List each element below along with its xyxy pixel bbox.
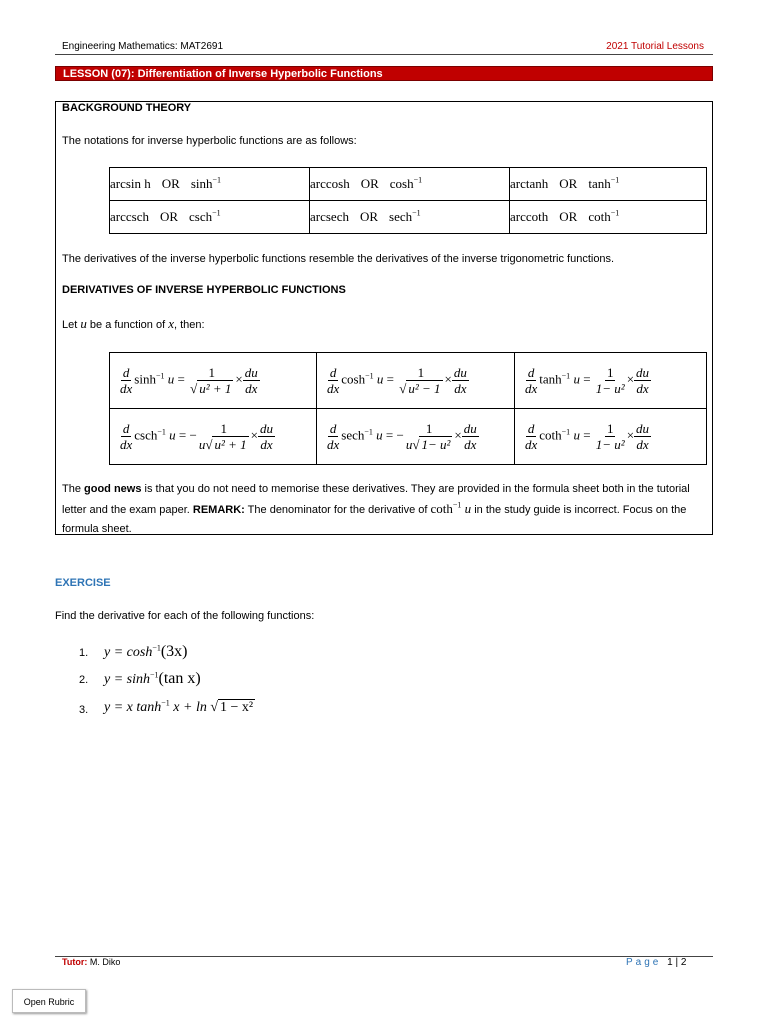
inverse-exponent: −1: [610, 175, 620, 185]
radicand: u² − 1: [408, 380, 441, 396]
reciprocal-fraction: $\frac{1}{\text{√ u² + 1}}$: [190, 364, 232, 396]
times-sign: ×: [444, 371, 452, 387]
exercise-heading: EXERCISE: [55, 577, 111, 589]
inverse-exponent: −1: [155, 371, 165, 381]
derivative-row: [110, 409, 707, 465]
let-statement: [62, 316, 205, 332]
note-text: in the study guide is incorrect. Focus on the formula sheet.: [62, 504, 687, 535]
inverse-exponent: −1: [561, 427, 571, 437]
variable-u: u: [169, 427, 176, 443]
notation-arc: arccoth: [510, 209, 549, 224]
notation-arc: arcsech: [310, 209, 349, 224]
header-rule: [55, 54, 713, 55]
inverse-exponent: −1: [413, 175, 423, 185]
radicand: u² + 1: [214, 436, 247, 452]
remark-label: REMARK:: [192, 504, 245, 516]
d-dx: $\frac{d}{dx}$: [327, 364, 340, 396]
notation-arc: arcsin h: [110, 176, 151, 191]
inverse-exponent: −1: [561, 371, 571, 381]
derivative-formula: $\frac{d}{dx}$ csch$^{-1}$ u = − $\frac{1}{\text{u√ u² + 1}}$ × $\frac{du}{dx}$: [120, 420, 273, 452]
inverse-exponent: −1: [364, 427, 373, 437]
variable-u: u: [167, 371, 175, 387]
derivative-cell: [110, 353, 317, 409]
du-dx: $\frac{du}{dx}$: [453, 364, 467, 396]
minus-sign: −: [189, 427, 197, 443]
function-name: sech: [341, 427, 365, 443]
year-header: 2021 Tutorial Lessons: [606, 41, 704, 52]
notation-row: [110, 168, 707, 201]
coth-fn: coth: [430, 501, 453, 516]
let-suffix: , then:: [173, 319, 205, 331]
denominator-prefix: u: [198, 436, 206, 452]
minus-sign: −: [396, 427, 404, 443]
let-prefix: Let: [62, 319, 81, 331]
notation-arc: arccsch: [110, 209, 149, 224]
notation-fn: coth: [588, 209, 611, 224]
inverse-exponent: −1: [610, 208, 620, 218]
times-sign: ×: [626, 371, 635, 387]
inverse-exponent: −1: [412, 208, 421, 218]
variable-u: u: [573, 427, 580, 443]
notation-table: [109, 167, 707, 234]
note-text: The: [62, 483, 85, 495]
function-name: sinh: [134, 371, 156, 387]
reciprocal-fraction: $\frac{1}{\text{1− u²}}$: [595, 364, 625, 396]
derivative-formula: $\frac{d}{dx}$ $\sinh^{-1} u$ = $\frac{1}{\text{√ u² + 1}}$ × $\frac{du}{dx}$: [120, 364, 258, 396]
inverse-exponent: −1: [150, 670, 159, 680]
exercise-expr: y = sinh: [104, 672, 150, 687]
exercise-expr: y = x tanh: [104, 700, 162, 715]
inverse-exponent: −1: [157, 427, 166, 437]
inverse-exponent: −1: [152, 643, 161, 653]
function-name: cosh: [341, 371, 366, 387]
or-word: OR: [159, 209, 179, 224]
times-sign: ×: [250, 427, 258, 443]
exercise-item: [104, 670, 201, 688]
notation-intro: The notations for inverse hyperbolic functions are as follows:: [62, 135, 357, 147]
denominator: 1− u²: [595, 436, 625, 452]
lesson-title-banner: LESSON (07): Differentiation of Inverse Hyperbolic Functions: [55, 66, 713, 81]
exercise-arg: (tan x): [158, 670, 201, 687]
du-dx: $\frac{du}{dx}$: [260, 420, 273, 452]
exercise-number: 3.: [79, 704, 89, 716]
let-u: u: [80, 316, 87, 331]
function-name: csch: [134, 427, 158, 443]
notation-fn: csch: [189, 209, 213, 224]
notation-row: [110, 201, 707, 234]
notation-cell: [310, 201, 510, 234]
derivative-formula: $\frac{d}{dx}$ $\cosh^{-1} u$ = $\frac{1}{\text{√ u² − 1}}$ × $\frac{du}{dx}$: [327, 364, 467, 396]
notation-cell: [110, 168, 310, 201]
d-dx: $\frac{d}{dx}$: [327, 420, 340, 452]
reciprocal-fraction: $\frac{1}{\text{u√ 1− u²}}$: [405, 420, 451, 452]
notation-fn: sech: [389, 209, 413, 224]
exercise-number: 2.: [79, 674, 89, 686]
reciprocal-fraction: $\frac{1}{\text{u√ u² + 1}}$: [198, 420, 247, 452]
footer-rule: [55, 956, 713, 957]
times-sign: ×: [454, 427, 462, 443]
variable-u: u: [376, 371, 384, 387]
or-word: OR: [559, 209, 578, 224]
note-text: The denominator for the derivative of: [244, 504, 431, 516]
inverse-exponent: −1: [161, 698, 170, 708]
derivative-cell: [110, 409, 317, 465]
notation-cell: [510, 201, 707, 234]
exercise-arg: x + ln: [173, 700, 211, 715]
derivative-table: [109, 352, 707, 465]
d-dx: $\frac{d}{dx}$: [120, 364, 133, 396]
tutor-name: M. Diko: [87, 957, 121, 967]
inverse-exponent: −1: [452, 500, 462, 510]
inverse-exponent: −1: [212, 175, 222, 185]
function-name: tanh: [539, 371, 562, 387]
course-header: Engineering Mathematics: MAT2691: [62, 41, 224, 52]
derivative-formula: $\frac{d}{dx}$ $\tanh^{-1} u$ = $\frac{1}{\text{1− u²}}$ × $\frac{du}{dx}$: [525, 364, 650, 396]
page-word: Page: [626, 957, 662, 968]
function-name: coth: [539, 427, 562, 443]
tutor-credit: [62, 957, 120, 967]
derivatives-heading: DERIVATIVES OF INVERSE HYPERBOLIC FUNCTIONS: [62, 284, 346, 296]
notation-cell: [310, 168, 510, 201]
derivative-cell: [317, 409, 515, 465]
let-mid: be a function of: [86, 319, 169, 331]
derivative-cell: [317, 353, 515, 409]
or-word: OR: [161, 176, 180, 191]
tutor-label: Tutor:: [62, 957, 88, 967]
notation-arc: arccosh: [310, 176, 350, 191]
page-indicator: [626, 957, 686, 968]
coth-u: u: [464, 501, 472, 516]
or-word: OR: [559, 176, 578, 191]
derivative-cell: [515, 409, 707, 465]
du-dx: $\frac{du}{dx}$: [636, 364, 650, 396]
denominator-prefix: u: [405, 436, 413, 452]
exercise-arg: (3x): [160, 643, 188, 660]
good-news-bold: good news: [84, 483, 142, 495]
derivative-formula: $\frac{d}{dx}$ coth$^{-1}$ u = $\frac{1}{\text{1− u²}}$ × $\frac{du}{dx}$: [525, 420, 650, 452]
exercise-expr: y = cosh: [104, 645, 153, 660]
or-word: OR: [360, 176, 379, 191]
d-dx: $\frac{d}{dx}$: [120, 420, 133, 452]
derivative-row: [110, 353, 707, 409]
or-word: OR: [359, 209, 379, 224]
d-dx: $\frac{d}{dx}$: [525, 420, 538, 452]
inverse-exponent: −1: [212, 208, 221, 218]
variable-u: u: [376, 427, 383, 443]
notation-arc: arctanh: [510, 176, 549, 191]
exercise-number: 1.: [79, 647, 89, 659]
notation-cell: [510, 168, 707, 201]
page-number: 1 | 2: [667, 957, 687, 968]
notation-cell: [110, 201, 310, 234]
times-sign: ×: [235, 371, 243, 387]
exercise-instruction: Find the derivative for each of the following functions:: [55, 610, 315, 622]
times-sign: ×: [626, 427, 635, 443]
notation-fn: tanh: [588, 176, 611, 191]
coth-inverse: [431, 501, 472, 516]
variable-u: u: [573, 371, 580, 387]
exercise-radicand: 1 − x²: [220, 700, 254, 715]
note-text: is that you do not need to memorise these derivatives. They are provided in the formula sheet both in the tutorial letter and the exam paper.: [62, 483, 690, 516]
denominator: 1− u²: [595, 380, 625, 396]
d-dx: $\frac{d}{dx}$: [525, 364, 538, 396]
inverse-exponent: −1: [365, 371, 374, 381]
du-dx: $\frac{du}{dx}$: [244, 364, 258, 396]
notation-fn: sinh: [190, 176, 213, 191]
exercise-item: y = x $\tanh^{-1} x + \ln$ √ 1 − x²: [104, 698, 254, 715]
let-x: x: [168, 316, 174, 331]
reciprocal-fraction: $\frac{1}{\text{√ u² − 1}}$: [399, 364, 441, 396]
good-news-note: [62, 480, 706, 539]
du-dx: $\frac{du}{dx}$: [636, 420, 650, 452]
reciprocal-fraction: $\frac{1}{\text{1− u²}}$: [595, 420, 625, 452]
radicand: 1− u²: [421, 436, 451, 452]
derivative-cell: [515, 353, 707, 409]
exercise-item: [104, 643, 188, 661]
radicand: u² + 1: [199, 380, 232, 396]
open-rubric-button[interactable]: Open Rubric: [12, 989, 86, 1013]
background-heading: BACKGROUND THEORY: [62, 102, 192, 114]
notation-fn: cosh: [389, 176, 414, 191]
du-dx: $\frac{du}{dx}$: [463, 420, 477, 452]
derivative-formula: $\frac{d}{dx}$ sech$^{-1}$ u = − $\frac{1}{\text{u√ 1− u²}}$ × $\frac{du}{dx}$: [327, 420, 477, 452]
resemble-text: The derivatives of the inverse hyperbolic functions resemble the derivatives of the inverse trigonometric functions.: [62, 253, 615, 265]
